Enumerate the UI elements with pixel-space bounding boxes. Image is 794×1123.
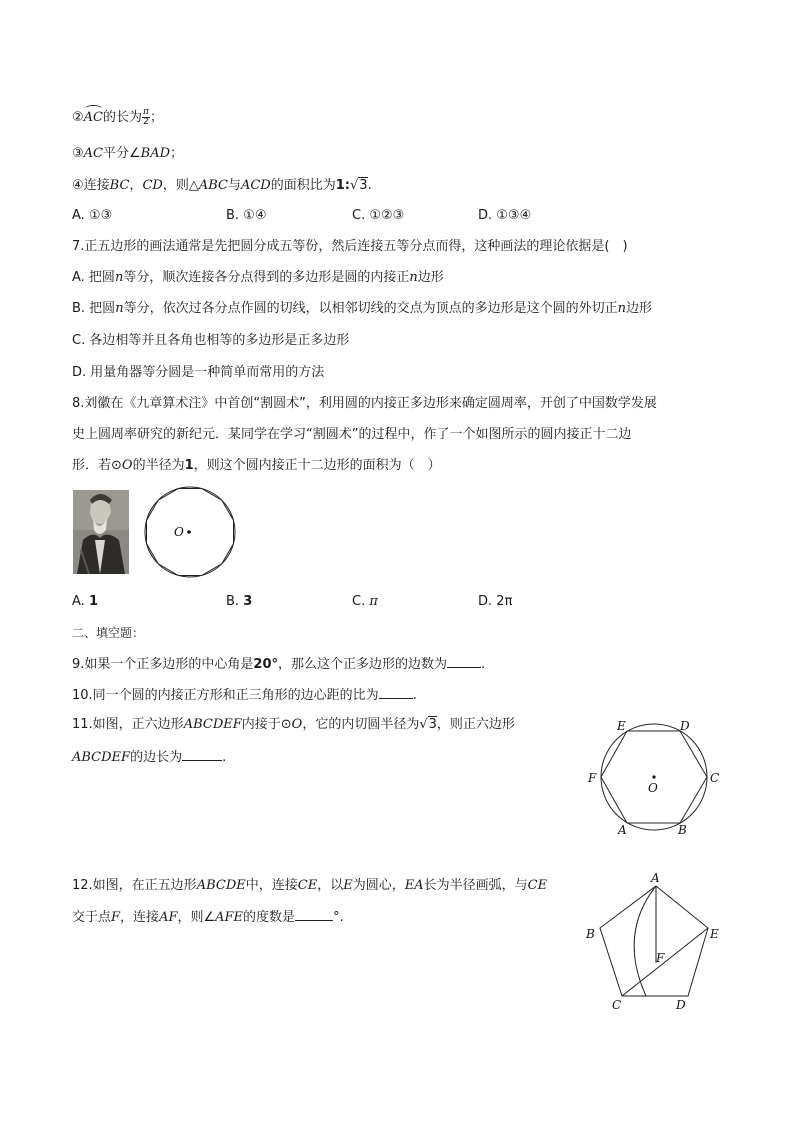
q7-option-d: D. 用量角器等分圆是一种简单而常用的方法 xyxy=(72,365,325,380)
q11-line-2: ABCDEF的边长为 . xyxy=(72,750,227,765)
q6-item-3: ③AC平分∠BAD； xyxy=(72,146,184,161)
q6-option-c: C. ①②③ xyxy=(352,208,405,223)
fraction-pi-over-2: $\frac{\pi}{2}$ xyxy=(143,107,149,127)
q8-line-1: 8.刘徽在《九章算术注》中首创“割圆术”，利用圆的内接正多边形来确定圆周率，开创了中国数学发展 xyxy=(72,396,657,411)
q10-answer-blank[interactable] xyxy=(379,686,413,699)
q12-line-2: 交于点F，连接AF，则∠AFE的度数是 °. xyxy=(72,910,344,925)
label-a: A xyxy=(651,872,660,885)
dodecagon-figure xyxy=(140,484,240,580)
q8-option-a: A. 1 xyxy=(72,594,98,609)
q6-option-a: A. ①③ xyxy=(72,208,113,223)
q6-item-4: ④连接BC，CD，则△ABC与ACD的面积比为1:√3. xyxy=(72,178,372,193)
label-d: D xyxy=(676,998,686,1012)
q12-line-1: 12.如图，在正五边形ABCDE中，连接CE，以E为圆心，EA长为半径画弧，与CE xyxy=(72,878,548,893)
q10: 10.同一个圆的内接正方形和正三角形的边心距的比为 . xyxy=(72,688,417,703)
q9: 9.如果一个正多边形的中心角是20°，那么这个正多边形的边数为 . xyxy=(72,657,486,672)
q7-option-a: A. 把圆n等分，顺次连接各分点得到的多边形是圆的内接正n边形 xyxy=(72,270,444,285)
label-b: B xyxy=(678,823,687,837)
q9-answer-blank[interactable] xyxy=(447,655,481,668)
pentagon-figure xyxy=(580,872,730,1018)
label-a: A xyxy=(618,823,627,837)
label-b: B xyxy=(586,927,595,941)
q6-option-d: D. ①③④ xyxy=(478,208,532,223)
label-e: E xyxy=(710,927,719,941)
label-f: F xyxy=(588,771,597,785)
q8-option-c: C. π xyxy=(352,594,378,609)
arc-from-e xyxy=(634,886,656,996)
label-c: C xyxy=(710,771,720,785)
center-label-o: O xyxy=(174,525,184,539)
q6-option-b: B. ①④ xyxy=(226,208,267,223)
liu-hui-portrait xyxy=(73,490,129,574)
q8-line-2: 史上圆周率研究的新纪元．某同学在学习“割圆术”的过程中，作了一个如图所示的圆内接正十二边 xyxy=(72,427,632,442)
q8-line-3: 形．若⊙O的半径为1，则这个圆内接正十二边形的面积为（ ） xyxy=(72,458,441,473)
label-f: F xyxy=(656,951,665,965)
center-point xyxy=(652,775,655,778)
arc-ac: AC xyxy=(83,110,103,125)
label-o: O xyxy=(648,781,658,795)
q7-option-b: B. 把圆n等分，依次过各分点作圆的切线，以相邻切线的交点为顶点的多边形是这个圆的外切正n边形 xyxy=(72,301,652,316)
section-heading-fill-in: 二、填空题： xyxy=(72,626,145,640)
q11-line-1: 11.如图，正六边形ABCDEF内接于⊙O，它的内切圆半径为√3，则正六边形 xyxy=(72,717,515,732)
label-c: C xyxy=(612,998,622,1012)
q6-item-2: ②AC的长为 $\frac{\pi}{2}$ ； xyxy=(72,107,163,127)
q7-stem: 7.正五边形的画法通常是先把圆分成五等份，然后连接五等分点而得，这种画法的理论依据是( ) xyxy=(72,239,628,254)
hexagon-figure xyxy=(584,712,728,842)
q8-option-d: D. 2π xyxy=(478,594,513,609)
portrait-drawing xyxy=(73,490,129,574)
label-e: E xyxy=(617,719,626,733)
q7-option-c: C. 各边相等并且各角也相等的多边形是正多边形 xyxy=(72,333,350,348)
q11-answer-blank[interactable] xyxy=(182,748,222,761)
q8-option-b: B. 3 xyxy=(226,594,253,609)
center-point xyxy=(187,530,191,534)
q12-answer-blank[interactable] xyxy=(295,908,333,921)
label-d: D xyxy=(680,719,690,733)
